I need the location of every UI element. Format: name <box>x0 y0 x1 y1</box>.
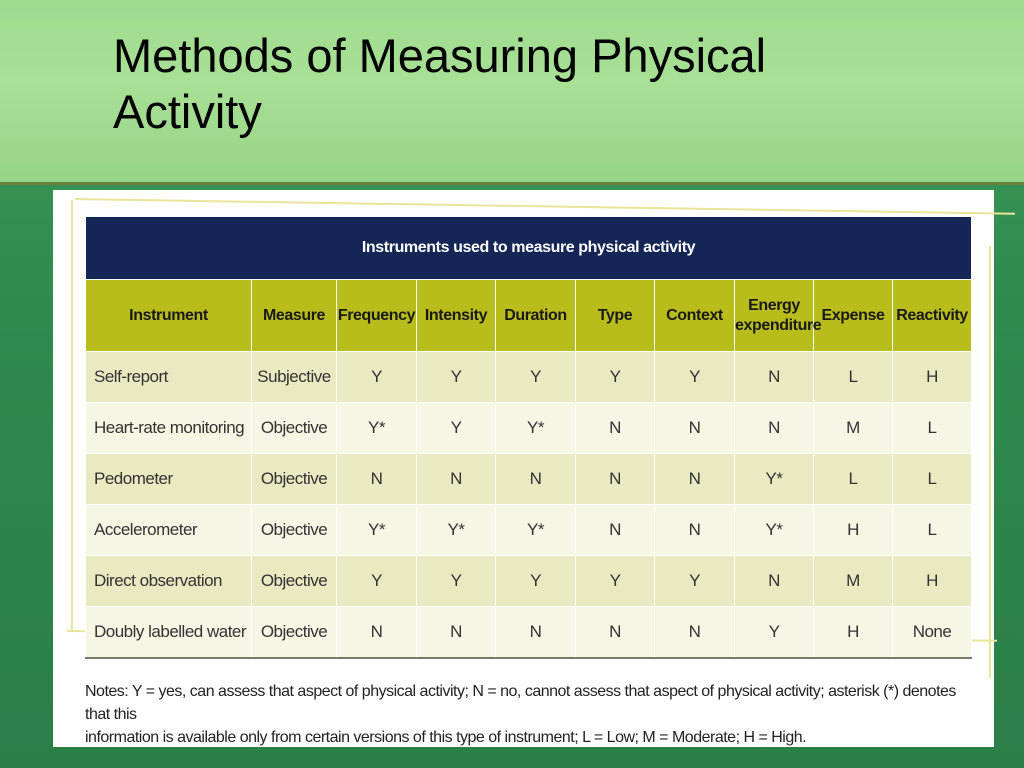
header-energy-line-1: Energy <box>748 296 800 314</box>
cell-expense: L <box>814 454 893 505</box>
cell-energy-expenditure: N <box>735 352 814 403</box>
cell-type: N <box>576 403 655 454</box>
cell-expense: H <box>814 505 893 556</box>
table-row <box>86 352 972 403</box>
cell-context: N <box>655 454 735 505</box>
header-energy-expenditure <box>735 280 822 352</box>
header-expense: Expense <box>814 280 893 352</box>
header-instrument: Instrument <box>86 280 252 352</box>
cell-context: Y <box>655 352 735 403</box>
cell-reactivity: L <box>893 403 972 454</box>
cell-intensity: Y <box>417 352 496 403</box>
table-row <box>86 454 972 505</box>
frame-line-left <box>71 200 73 630</box>
cell-duration: N <box>496 607 576 659</box>
cell-measure: Objective <box>252 454 337 505</box>
cell-type: N <box>576 505 655 556</box>
header-type: Type <box>576 280 655 352</box>
slide-title-line-1: Methods of Measuring Physical <box>113 29 767 82</box>
notes-line-1: Notes: Y = yes, can assess that aspect of physical activity; N = no, cannot assess that aspect of physical activity; asterisk (*) denotes that this <box>85 683 956 723</box>
header-intensity: Intensity <box>417 280 496 352</box>
cell-expense: M <box>814 556 893 607</box>
cell-intensity: Y <box>417 556 496 607</box>
cell-type: Y <box>576 556 655 607</box>
cell-intensity: Y* <box>417 505 496 556</box>
cell-energy-expenditure: N <box>735 556 814 607</box>
header-reactivity: Reactivity <box>893 280 972 352</box>
cell-instrument: Direct observation <box>86 556 252 607</box>
title-band-divider <box>0 182 1024 185</box>
measurement-table <box>85 216 972 659</box>
header-energy-line-2: expenditure <box>735 316 822 334</box>
cell-energy-expenditure: N <box>735 403 814 454</box>
cell-expense: L <box>814 352 893 403</box>
table-body <box>86 352 972 659</box>
cell-measure: Objective <box>252 505 337 556</box>
cell-energy-expenditure: Y* <box>735 454 814 505</box>
cell-context: N <box>655 607 735 659</box>
cell-reactivity: L <box>893 454 972 505</box>
cell-instrument: Pedometer <box>86 454 252 505</box>
cell-frequency: N <box>337 607 417 659</box>
notes-line-2: information is available only from certain versions of this type of instrument; L = Low; M = Moderate; H = High. <box>85 729 807 746</box>
frame-line-right <box>989 246 991 678</box>
header-measure: Measure <box>252 280 337 352</box>
cell-instrument: Self-report <box>86 352 252 403</box>
cell-measure: Objective <box>252 607 337 659</box>
cell-energy-expenditure: Y* <box>735 505 814 556</box>
cell-reactivity: L <box>893 505 972 556</box>
table-notes <box>85 680 965 749</box>
table-panel <box>53 190 994 747</box>
slide-title-line-2: Activity <box>113 85 262 138</box>
header-frequency: Frequency <box>337 280 417 352</box>
cell-context: Y <box>655 556 735 607</box>
table-row <box>86 556 972 607</box>
cell-frequency: Y* <box>337 403 417 454</box>
header-context: Context <box>655 280 735 352</box>
cell-intensity: Y <box>417 403 496 454</box>
cell-reactivity: H <box>893 556 972 607</box>
cell-intensity: N <box>417 607 496 659</box>
cell-duration: Y <box>496 352 576 403</box>
cell-intensity: N <box>417 454 496 505</box>
cell-type: N <box>576 454 655 505</box>
cell-frequency: Y <box>337 556 417 607</box>
cell-duration: Y* <box>496 505 576 556</box>
cell-context: N <box>655 403 735 454</box>
table-row <box>86 607 972 659</box>
header-duration: Duration <box>496 280 576 352</box>
cell-duration: N <box>496 454 576 505</box>
cell-expense: M <box>814 403 893 454</box>
cell-energy-expenditure: Y <box>735 607 814 659</box>
cell-measure: Objective <box>252 556 337 607</box>
cell-instrument: Doubly labelled water <box>86 607 252 659</box>
table-row <box>86 505 972 556</box>
cell-type: Y <box>576 352 655 403</box>
cell-instrument: Heart-rate monitoring <box>86 403 252 454</box>
cell-frequency: Y <box>337 352 417 403</box>
cell-measure: Subjective <box>252 352 337 403</box>
cell-frequency: Y* <box>337 505 417 556</box>
table-caption: Instruments used to measure physical activity <box>86 217 972 280</box>
slide-title <box>113 28 973 140</box>
cell-frequency: N <box>337 454 417 505</box>
cell-duration: Y <box>496 556 576 607</box>
table-row <box>86 403 972 454</box>
table-header-row <box>86 280 972 352</box>
cell-measure: Objective <box>252 403 337 454</box>
table-caption-row <box>86 217 972 280</box>
frame-line-top <box>75 198 1015 215</box>
cell-reactivity: None <box>893 607 972 659</box>
cell-expense: H <box>814 607 893 659</box>
cell-instrument: Accelerometer <box>86 505 252 556</box>
cell-duration: Y* <box>496 403 576 454</box>
cell-context: N <box>655 505 735 556</box>
cell-type: N <box>576 607 655 659</box>
cell-reactivity: H <box>893 352 972 403</box>
